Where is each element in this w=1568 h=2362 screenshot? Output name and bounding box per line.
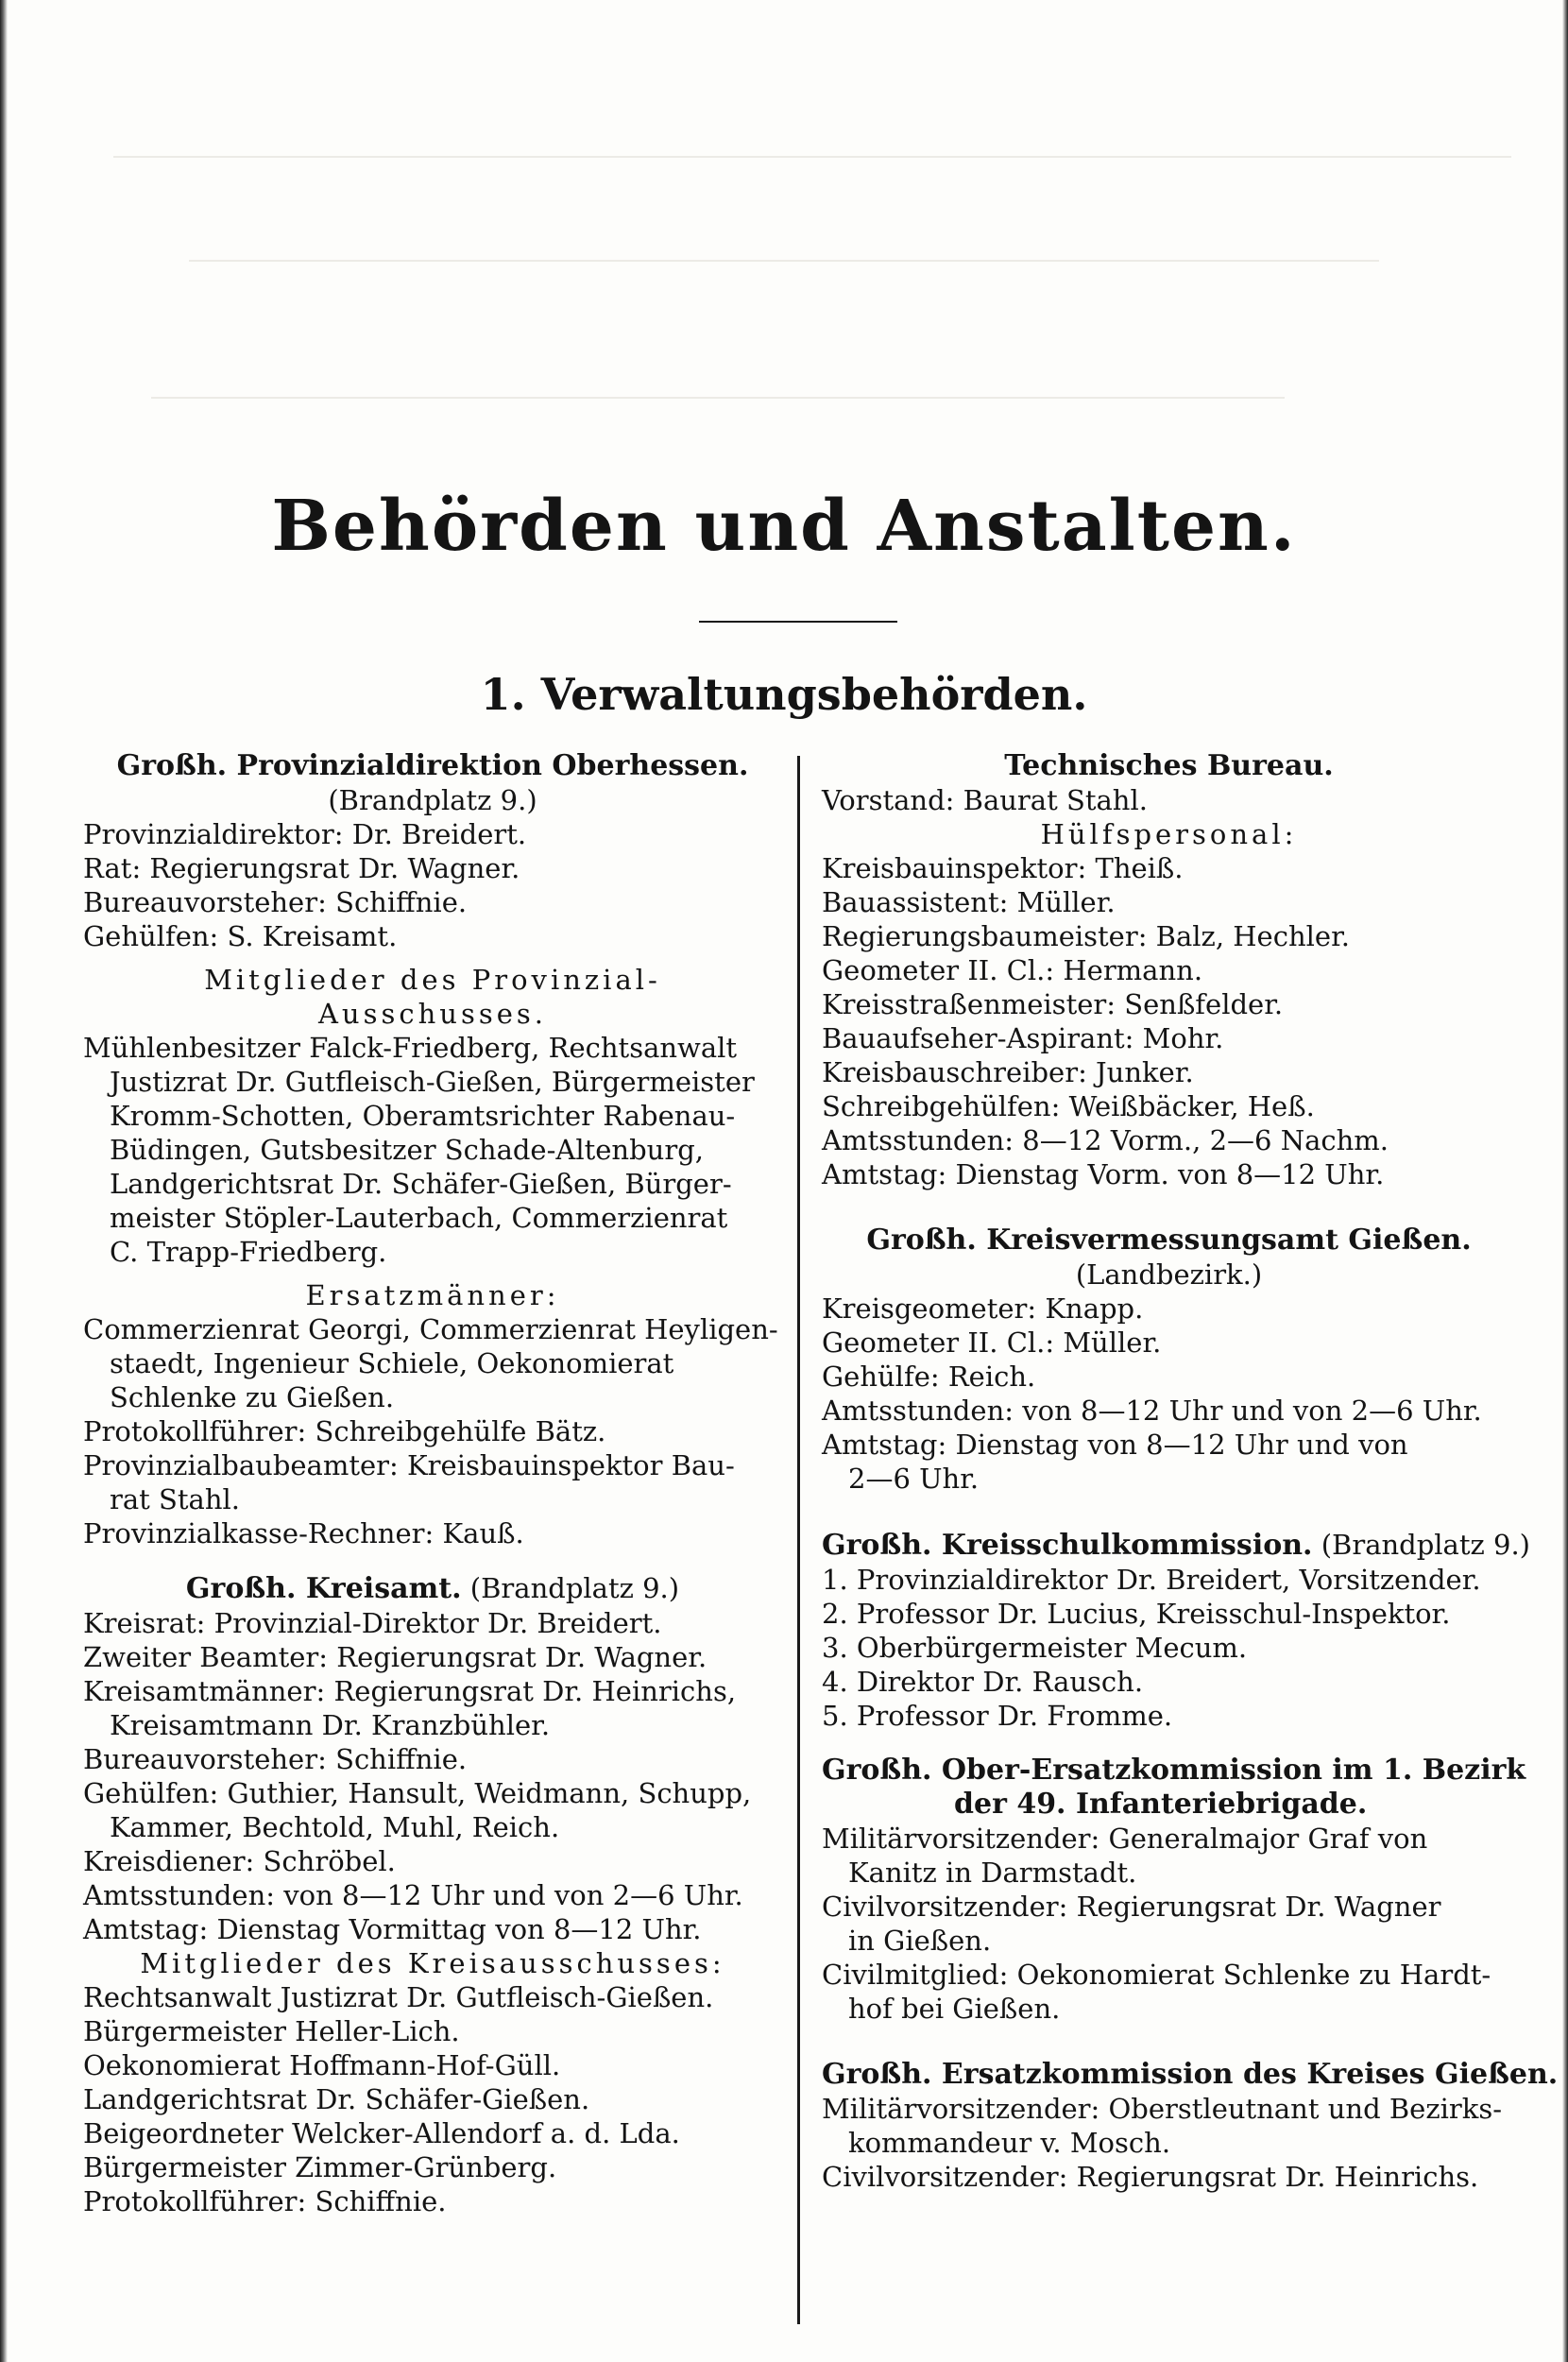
kreisamt-heading: Großh. Kreisamt. (185, 1572, 462, 1605)
protokoll-line: Protokollführer: Schreibgehülfe Bätz. (83, 1415, 606, 1447)
kreisamt-line: Amtstag: Dienstag Vormittag von 8—12 Uhr. (83, 1913, 702, 1945)
schulkommission-item: 3. Oberbürgermeister Mecum. (822, 1632, 1248, 1664)
technisches-bureau-line: Schreibgehülfen: Weißbäcker, Heß. (822, 1090, 1315, 1122)
ober-ersatz-line: hof bei Gießen. (848, 1993, 1061, 2025)
schulkommission-address: (Brandplatz 9.) (1321, 1529, 1530, 1561)
kreisamt-address: (Brandplatz 9.) (469, 1572, 680, 1604)
baubeamter-line: rat Stahl. (110, 1483, 241, 1515)
ersatz-line: Commerzienrat Georgi, Commerzienrat Heyligen- (83, 1313, 778, 1345)
technisches-bureau-line: Bauaufseher-Aspirant: Mohr. (822, 1022, 1224, 1054)
technisches-bureau-line: Amtstag: Dienstag Vorm. von 8—12 Uhr. (822, 1158, 1385, 1190)
bleed-through-line (151, 397, 1285, 399)
ersatz-heading: Ersatzmänner: (305, 1279, 560, 1311)
kreisausschuss-line: Rechtsanwalt Justizrat Dr. Gutfleisch-Gießen. (83, 1981, 714, 2013)
members-line: Justizrat Dr. Gutfleisch-Gießen, Bürgermeister (110, 1066, 755, 1098)
personal-heading: Hülfspersonal: (1040, 818, 1298, 850)
provinzialdirektion-line: Rat: Regierungsrat Dr. Wagner. (83, 852, 520, 884)
ober-ersatz-line: Kanitz in Darmstadt. (848, 1857, 1137, 1889)
schulkommission-heading-row (822, 1528, 1530, 1563)
technisches-bureau-heading: Technisches Bureau. (1004, 749, 1334, 782)
technisches-bureau-line: Kreisstraßenmeister: Senßfelder. (822, 988, 1284, 1020)
ober-ersatz-line: Militärvorsitzender: Generalmajor Graf von (822, 1823, 1428, 1855)
provinzialdirektion-address: (Brandplatz 9.) (328, 784, 537, 816)
provinzialdirektion-line: Bureauvorsteher: Schiffnie. (83, 886, 468, 918)
members-line: Büdingen, Gutsbesitzer Schade-Altenburg, (110, 1134, 704, 1166)
vermessungsamt-line: Gehülfe: Reich. (822, 1361, 1036, 1393)
page-edge-left (0, 0, 8, 2362)
technisches-bureau-line: Kreisbauinspektor: Theiß. (822, 852, 1184, 884)
technisches-bureau-line: Amtsstunden: 8—12 Vorm., 2—6 Nachm. (822, 1124, 1389, 1156)
technisches-bureau-line: Kreisbauschreiber: Junker. (822, 1056, 1194, 1088)
members-heading: Ausschusses. (317, 998, 547, 1030)
members-line: Landgerichtsrat Dr. Schäfer-Gießen, Bürger- (110, 1168, 732, 1200)
page-title: Behörden und Anstalten. (271, 486, 1297, 567)
technisches-bureau-line: Vorstand: Baurat Stahl. (822, 784, 1148, 816)
technisches-bureau-line: Geometer II. Cl.: Hermann. (822, 954, 1203, 986)
kreisamt-line: Kreisamtmänner: Regierungsrat Dr. Heinrichs, (83, 1675, 737, 1707)
kreisamt-line: Kreisdiener: Schröbel. (83, 1845, 396, 1877)
kreisamt-line: Zweiter Beamter: Regierungsrat Dr. Wagner. (83, 1641, 707, 1673)
kreisamt-line: Kreisrat: Provinzial-Direktor Dr. Breidert. (83, 1607, 662, 1639)
provinzialdirektion-line: Gehülfen: S. Kreisamt. (83, 920, 398, 952)
kreisausschuss-line: Beigeordneter Welcker-Allendorf a. d. Lda. (83, 2117, 680, 2149)
technisches-bureau-line: Bauassistent: Müller. (822, 886, 1116, 918)
ober-ersatz-heading: Großh. Ober-Ersatzkommission im 1. Bezirk (822, 1754, 1526, 1787)
bleed-through-line (189, 260, 1379, 262)
kreisamt-line: Kammer, Bechtold, Muhl, Reich. (110, 1811, 560, 1843)
baubeamter-line: Provinzialbaubeamter: Kreisbauinspektor Bau- (83, 1449, 735, 1481)
members-line: meister Stöpler-Lauterbach, Commerzienrat (110, 1202, 728, 1234)
vermessungsamt-line: 2—6 Uhr. (848, 1463, 980, 1495)
members-line: Mühlenbesitzer Falck-Friedberg, Rechtsanwalt (83, 1032, 738, 1064)
right-column (822, 749, 1559, 2194)
kreisamt-line: Amtsstunden: von 8—12 Uhr und von 2—6 Uhr. (83, 1879, 743, 1911)
kreisausschuss-line: Landgerichtsrat Dr. Schäfer-Gießen. (83, 2083, 590, 2115)
vermessungsamt-line: Amtsstunden: von 8—12 Uhr und von 2—6 Uhr. (822, 1395, 1482, 1427)
kreisamt-heading-row (83, 1571, 782, 1606)
schulkommission-item: 4. Direktor Dr. Rausch. (822, 1666, 1144, 1698)
kreisausschuss-heading: Mitglieder des Kreisausschusses: (140, 1947, 725, 1979)
kreisamt-line: Kreisamtmann Dr. Kranzbühler. (110, 1709, 551, 1741)
ersatz-line: Schlenke zu Gießen. (110, 1381, 395, 1413)
ersatz-kreis-line: Militärvorsitzender: Oberstleutnant und Bezirks- (822, 2093, 1503, 2125)
kreisausschuss-line: Bürgermeister Heller-Lich. (83, 2015, 460, 2047)
schulkommission-item: 5. Professor Dr. Fromme. (822, 1700, 1173, 1732)
page-edge-right (1562, 0, 1568, 2362)
section-title: 1. Verwaltungsbehörden. (480, 669, 1088, 720)
kasse-line: Provinzialkasse-Rechner: Kauß. (83, 1517, 524, 1549)
kreisamt-line: Bureauvorsteher: Schiffnie. (83, 1743, 468, 1775)
bleed-through-line (113, 156, 1511, 158)
vermessungsamt-sub: (Landbezirk.) (1075, 1258, 1263, 1291)
vermessungsamt-line: Geometer II. Cl.: Müller. (822, 1326, 1162, 1359)
vermessungsamt-line: Kreisgeometer: Knapp. (822, 1292, 1144, 1325)
ober-ersatz-heading: der 49. Infanteriebrigade. (954, 1788, 1368, 1821)
schulkommission-heading: Großh. Kreisschulkommission. (822, 1529, 1313, 1562)
kreisausschuss-line: Protokollführer: Schiffnie. (83, 2185, 447, 2217)
ober-ersatz-line: in Gießen. (848, 1925, 992, 1957)
ober-ersatz-line: Civilmitglied: Oekonomierat Schlenke zu Hardt- (822, 1959, 1491, 1991)
ersatz-kreis-line: Civilvorsitzender: Regierungsrat Dr. Heinrichs. (822, 2161, 1479, 2193)
column-divider (797, 756, 800, 2324)
kreisamt-line: Gehülfen: Guthier, Hansult, Weidmann, Schupp, (83, 1777, 752, 1809)
kreisausschuss-line: Oekonomierat Hoffmann-Hof-Güll. (83, 2049, 561, 2081)
ersatz-line: staedt, Ingenieur Schiele, Oekonomierat (110, 1347, 674, 1379)
ersatz-kreis-line: kommandeur v. Mosch. (848, 2127, 1171, 2159)
vermessungsamt-heading: Großh. Kreisvermessungsamt Gießen. (866, 1224, 1472, 1257)
provinzialdirektion-line: Provinzialdirektor: Dr. Breidert. (83, 818, 527, 850)
kreisausschuss-line: Bürgermeister Zimmer-Grünberg. (83, 2151, 557, 2183)
title-rule (699, 621, 897, 623)
technisches-bureau-line: Regierungsbaumeister: Balz, Hechler. (822, 920, 1350, 952)
provinzialdirektion-heading: Großh. Provinzialdirektion Oberhessen. (116, 749, 749, 782)
members-line: Kromm-Schotten, Oberamtsrichter Rabenau- (110, 1100, 736, 1132)
members-heading: Mitglieder des Provinzial- (204, 964, 661, 996)
left-column (83, 749, 782, 2218)
vermessungsamt-line: Amtstag: Dienstag von 8—12 Uhr und von (822, 1429, 1408, 1461)
schulkommission-item: 2. Professor Dr. Lucius, Kreisschul-Inspektor. (822, 1598, 1451, 1630)
members-line: C. Trapp-Friedberg. (110, 1236, 387, 1268)
ober-ersatz-line: Civilvorsitzender: Regierungsrat Dr. Wagner (822, 1891, 1441, 1923)
ersatz-kreis-heading: Großh. Ersatzkommission des Kreises Gießen. (822, 2058, 1559, 2091)
schulkommission-item: 1. Provinzialdirektor Dr. Breidert, Vorsitzender. (822, 1564, 1481, 1596)
